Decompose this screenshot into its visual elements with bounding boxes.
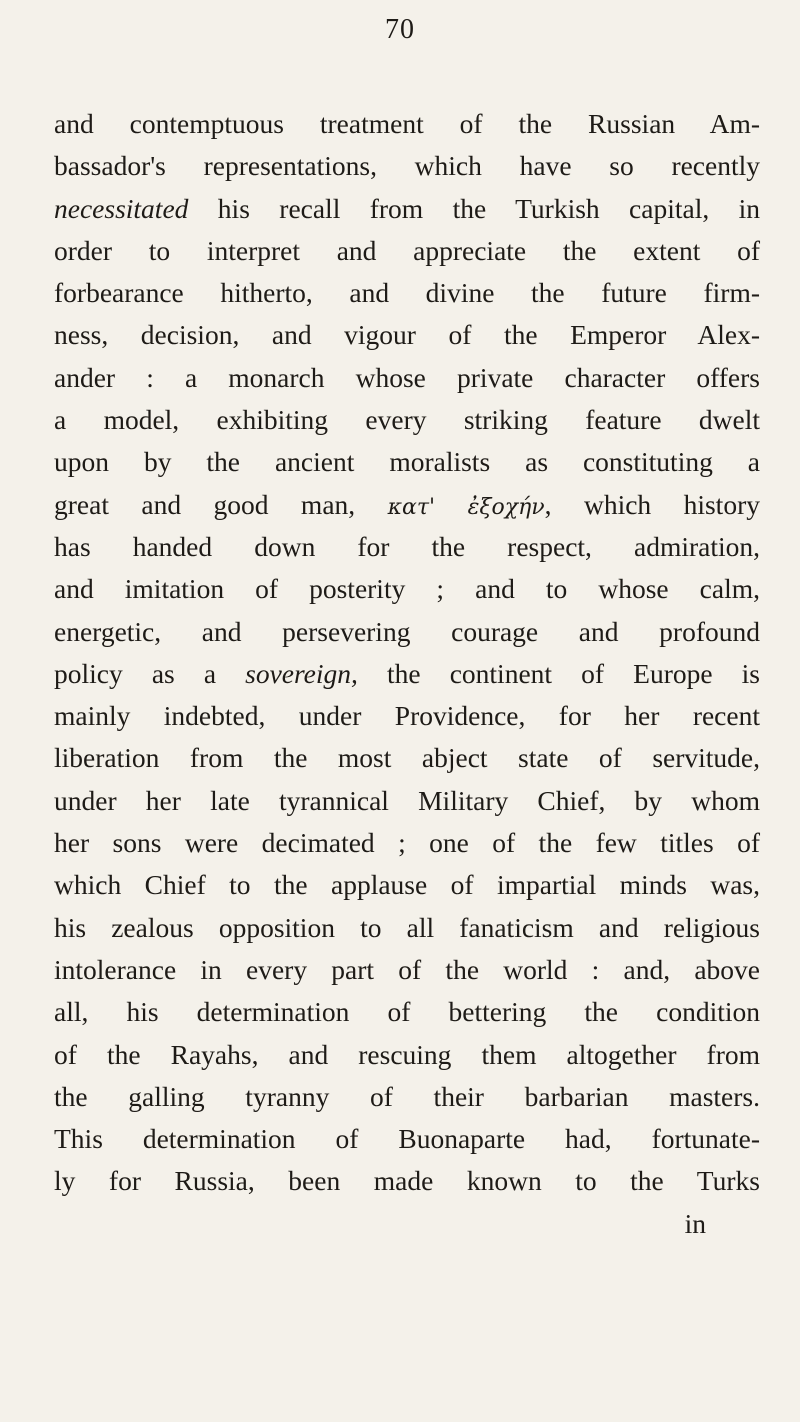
text-line: ness, decision, and vigour of the Emperor Alex- xyxy=(54,319,760,351)
text-line: liberation from the most abject state of servitude, xyxy=(54,742,760,774)
text-line: all, his determination of bettering the condition xyxy=(54,996,760,1028)
catchword: in xyxy=(684,1207,706,1239)
text-line: a model, exhibiting every striking feature dwelt xyxy=(54,404,760,436)
text-line: and contemptuous treatment of the Russian Am- xyxy=(54,108,760,139)
italic-word: sovereign, xyxy=(245,657,358,689)
greek-phrase: κατ' ἐξοχήν xyxy=(387,494,545,520)
text-line: bassador's representations, which have so recently xyxy=(54,150,760,182)
text-line: necessitated his recall from the Turkish capital, in xyxy=(54,192,760,224)
text-line: his zealous opposition to all fanaticism and religious xyxy=(54,911,760,943)
italic-word: necessitated xyxy=(54,192,189,224)
text-line: mainly indebted, under Providence, for her recent xyxy=(54,700,760,732)
text-line: under her late tyrannical Military Chief, by whom xyxy=(54,784,760,816)
text-line: intolerance in every part of the world : and, above xyxy=(54,953,760,985)
text-line: policy as a sovereign, the continent of Europe is xyxy=(54,657,760,689)
text-line: order to interpret and appreciate the extent of xyxy=(54,234,760,266)
text-line: ander : a monarch whose private character offers xyxy=(54,361,760,393)
text-line: which Chief to the applause of impartial minds was, xyxy=(54,869,760,901)
text-line: great and good man, κατ' ἐξοχήν, which history xyxy=(54,488,760,520)
text-line: upon by the ancient moralists as constituting a xyxy=(54,446,760,478)
text-line: ly for Russia, been made known to the Turks xyxy=(54,1165,760,1197)
text-line: and imitation of posterity ; and to whose calm, xyxy=(54,573,760,605)
text-line: has handed down for the respect, admiration, xyxy=(54,530,760,562)
text-line: her sons were decimated ; one of the few titles of xyxy=(54,827,760,859)
page-number: 70 xyxy=(385,14,415,45)
body-text xyxy=(54,103,760,1245)
text-line: energetic, and persevering courage and profound xyxy=(54,615,760,647)
text-line: of the Rayahs, and rescuing them altogether from xyxy=(54,1038,760,1070)
text-line: This determination of Buonaparte had, fortunate- xyxy=(54,1123,760,1155)
text-line: the galling tyranny of their barbarian masters. xyxy=(54,1080,760,1112)
text-line: forbearance hitherto, and divine the future firm- xyxy=(54,277,760,309)
